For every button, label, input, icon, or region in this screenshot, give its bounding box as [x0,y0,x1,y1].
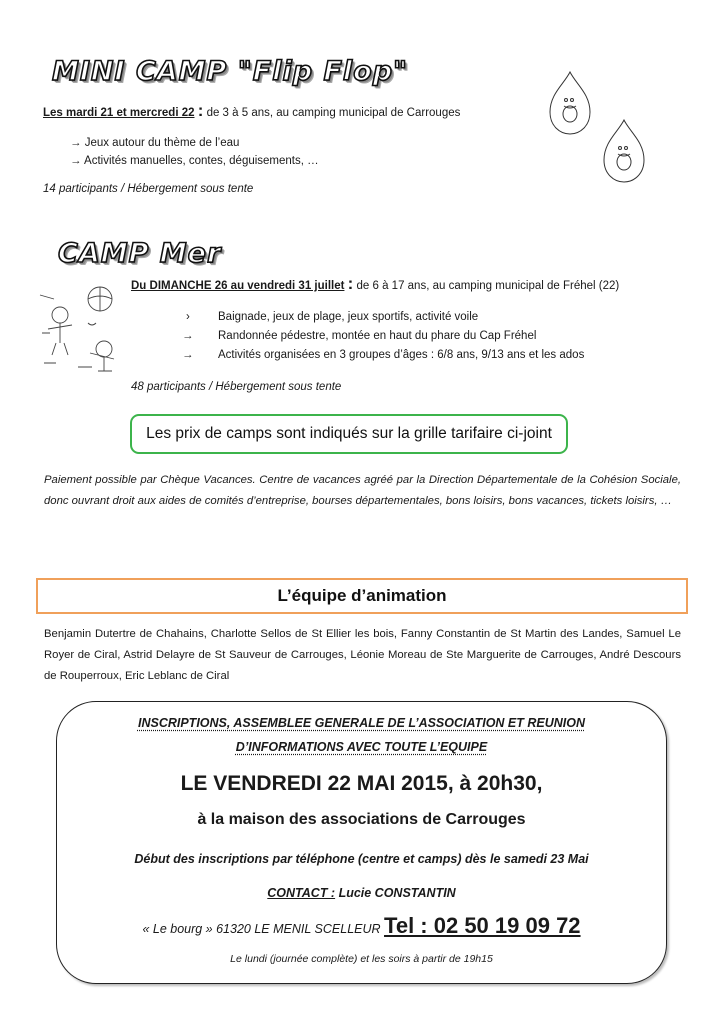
camp-mer-details: de 6 à 17 ans, au camping municipal de Fréhel (22) [353,280,620,292]
contact-label: CONTACT : [267,886,336,900]
camp-mer-activity: Baignade, jeux de plage, jeux sportifs, activité voile [218,311,479,323]
mini-camp-footer: 14 participants / Hébergement sous tente [43,183,254,195]
info-heading-line2: D’INFORMATIONS AVEC TOUTE L’EQUIPE [235,740,488,754]
mini-camp-title: MINI CAMP "Flip Flop" [52,56,409,87]
mini-camp-date-line [43,101,461,120]
prices-note: Les prix de camps sont indiqués sur la grille tarifaire ci-joint [146,425,552,442]
camp-mer-activity-bullet: › [186,311,190,323]
camp-mer-activity-bullet: → [182,330,194,342]
meeting-date: LE VENDREDI 22 MAI 2015, à 20h30, [180,772,543,795]
contact-name: Lucie CONSTANTIN [335,886,456,900]
prices-note-box [130,414,568,454]
camp-mer-date-line [131,274,620,293]
camp-mer-title: CAMP Mer [58,238,222,269]
mini-camp-activity: → Jeux autour du thème de l’eau [70,137,240,149]
camp-mer-colon: : [347,274,354,293]
meeting-place: à la maison des associations de Carrouges [197,811,526,828]
contact-address: « Le bourg » 61320 LE MENIL SCELLEUR [142,922,385,936]
camp-mer-activity: Activités organisées en 3 groupes d’âges : 6/8 ans, 9/13 ans et les ados [218,349,585,361]
contact-phone: Tel : 02 50 19 09 72 [384,913,581,938]
team-heading-box [36,578,688,614]
info-heading-line1: INSCRIPTIONS, ASSEMBLEE GENERALE DE L’ASSOCIATION ET REUNION [137,716,586,730]
mini-camp-details: de 3 à 5 ans, au camping municipal de Carrouges [203,107,461,119]
camp-mer-activity: Randonnée pédestre, montée en haut du phare du Cap Fréhel [218,330,537,342]
registration-start: Début des inscriptions par téléphone (centre et camps) dès le samedi 23 Mai [134,852,589,866]
camp-mer-activity-bullet: → [182,349,194,361]
payment-paragraph: Paiement possible par Chèque Vacances. Centre de vacances agréé par la Direction Départementale de la Cohésion Sociale, donc ouvrant droit aux aides de comités d’entreprise, bourses départementales, bons loisirs, bons vacances, tickets loisirs, … [44,474,681,507]
contact-line [56,886,667,900]
team-heading: L’équipe d’animation [277,586,447,605]
mini-camp-colon: : [197,101,204,120]
address-phone-line [56,913,667,939]
mini-camp-dates: Les mardi 21 et mercredi 22 [43,107,195,119]
camp-mer-dates: Du DIMANCHE 26 au vendredi 31 juillet [131,280,345,292]
water-drop-illustration-icon [540,70,660,190]
contact-hours: Le lundi (journée complète) et les soirs à partir de 19h15 [230,953,493,965]
mini-camp-activity: → Activités manuelles, contes, déguisements, … [70,155,319,167]
camp-mer-footer: 48 participants / Hébergement sous tente [131,381,342,393]
team-members: Benjamin Dutertre de Chahains, Charlotte Sellos de St Ellier les bois, Fanny Constantin de St Martin des Landes, Samuel Le Royer de Ciral, Astrid Delayre de St Sauveur de Carrouges, Léonie Moreau de Ste Marguerite de Carrouges, André Descours de Rouperroux, Eric Leblanc de Ciral [44,628,681,682]
children-beach-illustration-icon [38,283,126,378]
